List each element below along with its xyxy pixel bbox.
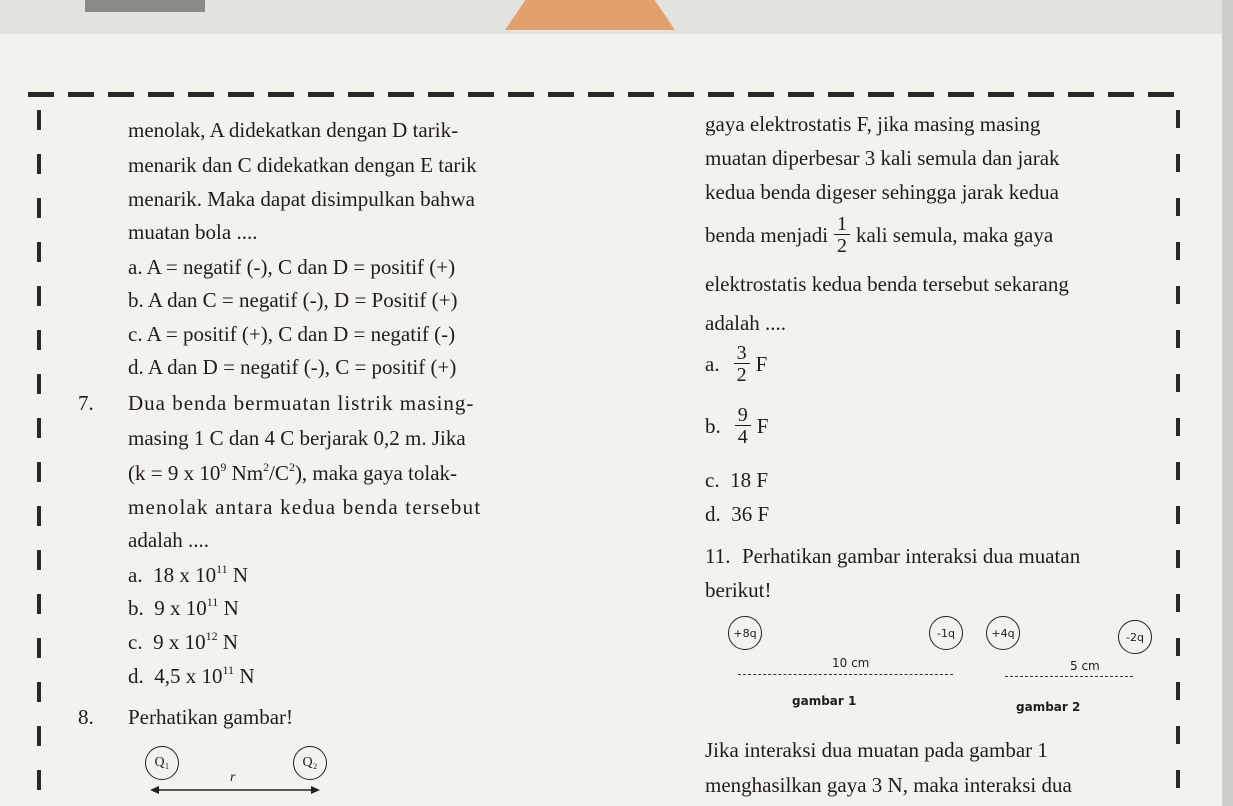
q7-option-c: c. 9 x $10^{12}$ N [128,629,238,654]
q7-line-5: adalah .... [128,528,210,552]
fig2-charge1-circle: -1q [929,616,963,650]
q11-line-4: menghasilkan gaya 3 N, maka interaksi dua [705,773,1072,797]
q6-option-b: b. A dan C = negatif (-), D = Positif (+) [128,288,458,312]
fig1-caption: gambar 1 [792,694,857,708]
distance-arrow [150,784,320,796]
q10-option-b: b. $\frac{9}{4}$ F [705,404,769,448]
q10-line-3: kedua benda digeser sehingga jarak kedua [705,180,1059,204]
q6-option-c: c. A = positif (+), C dan D = negatif (-) [128,322,456,346]
intro-line-2: menarik dan C didekatkan dengan E tarik [128,153,477,177]
q7-option-b: b. 9 x $10^{11}$ N [128,595,239,620]
q11-line-1: Perhatikan gambar interaksi dua muatan [742,544,1081,568]
q10-option-a: a. $\frac{3}{2}$ F [705,342,768,386]
half-fraction: $\frac{1}{2}$ [834,214,850,256]
charge-q1-circle: Q₁ [145,746,179,780]
q10-line-2: muatan diperbesar 3 kali semula dan jarak [705,146,1060,170]
q7-number: 7. [78,391,94,415]
q8-number: 8. [78,705,94,729]
intro-line-3: menarik. Maka dapat disimpulkan bahwa [128,187,475,211]
q7-line-3: (k = 9 x $10^9$ $Nm^2/C^2$), maka gaya tolak- [128,460,458,485]
fig2-distance-line [1005,676,1133,677]
q11-line-3: Jika interaksi dua muatan pada gambar 1 [705,738,1048,762]
q10-line-4: benda menjadi $\frac{1}{2}$ kali semula, maka gaya [705,213,1054,257]
q10-line-5: elektrostatis kedua benda tersebut sekarang [705,272,1069,296]
q7-line-4: menolak antara kedua benda tersebut [128,495,482,519]
q10-line-6: adalah .... [705,311,787,335]
q6-option-d: d. A dan D = negatif (-), C = positif (+) [128,355,457,379]
intro-line-4: muatan bola .... [128,220,258,244]
dashed-border-top [28,92,1188,97]
fig2-distance-label: 5 cm [1070,659,1100,673]
q11-line-2: berikut! [705,578,772,602]
paper-edge [1222,0,1233,806]
charge-q2-circle: Q₂ [293,746,327,780]
fig1-charge-circle: +8q [728,616,762,650]
q7-option-a: a. 18 x $10^{11}$ N [128,562,249,587]
fig1-distance-label: 10 cm [832,656,870,670]
distance-r-label: r [230,770,236,785]
q7-line-2: masing 1 C dan 4 C berjarak 0,2 m. Jika [128,426,466,450]
intro-line-1: menolak, A didekatkan dengan D tarik- [128,118,459,142]
dashed-border-left [37,110,41,800]
q11-number: 11. [705,544,731,568]
fig2-caption: gambar 2 [1016,700,1081,714]
orange-tab-shape [505,0,675,30]
q6-option-a: a. A = negatif (-), C dan D = positif (+) [128,255,456,279]
q8-text: Perhatikan gambar! [128,705,294,729]
fig2-charge3-circle: -2q [1118,620,1152,654]
q10-line-1: gaya elektrostatis F, jika masing masing [705,112,1041,136]
q10-option-d: d. 36 F [705,502,770,526]
dark-tab-shape [85,0,205,12]
fig2-charge2-circle: +4q [986,616,1020,650]
q7-option-d: d. 4,5 x $10^{11}$ N [128,663,255,688]
dashed-border-right [1176,110,1180,800]
fig1-distance-line [738,674,953,675]
q7-line-1: Dua benda bermuatan listrik masing- [128,391,475,415]
q10-option-c: c. 18 F [705,468,769,492]
